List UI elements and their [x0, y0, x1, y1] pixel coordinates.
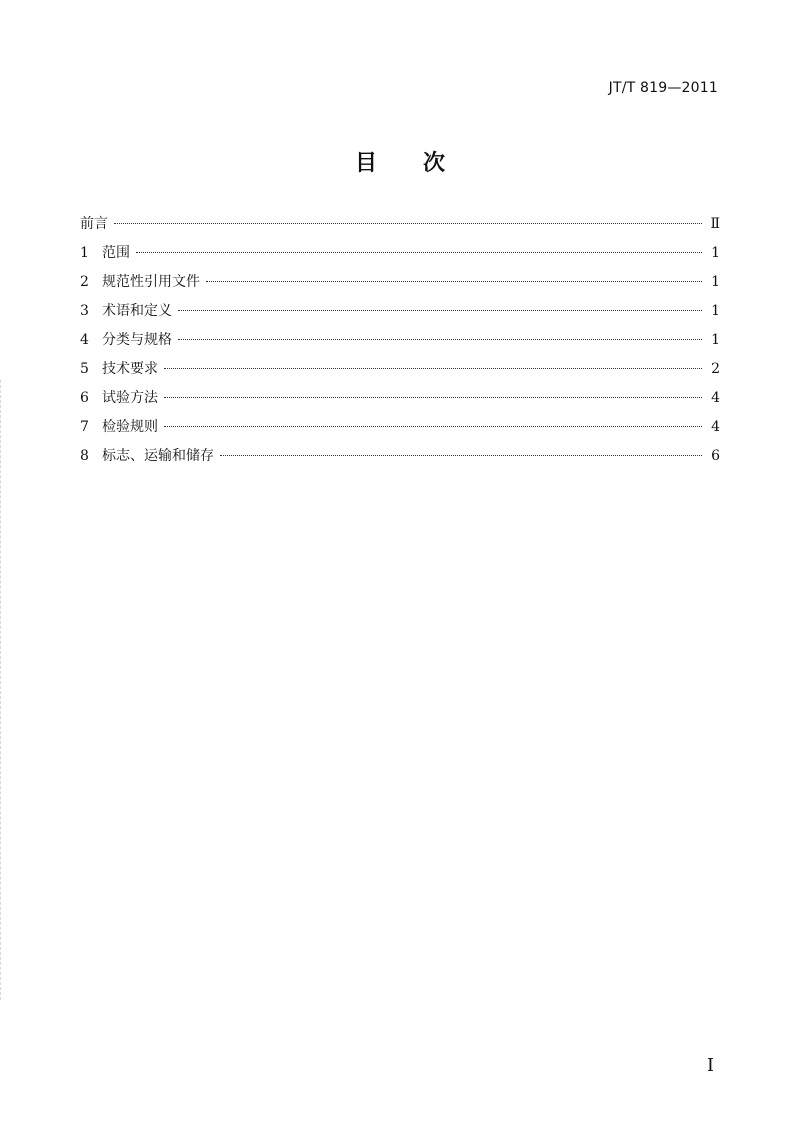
toc-entry-3[interactable]	[80, 297, 720, 326]
scan-edge-mark	[0, 380, 3, 1000]
page-number: I	[706, 1055, 714, 1076]
table-of-contents	[80, 210, 720, 471]
toc-entry-1[interactable]	[80, 239, 720, 268]
toc-entry-number: 7	[80, 419, 89, 435]
toc-entry-number: 8	[80, 448, 89, 464]
dot-leader	[164, 367, 702, 369]
toc-entry-page: 1	[711, 303, 720, 319]
dot-leader	[164, 425, 702, 427]
toc-entry-number: 4	[80, 332, 89, 348]
dot-leader	[220, 454, 702, 456]
toc-entry-label: 前言	[80, 216, 108, 232]
toc-entry-number: 1	[80, 245, 89, 261]
toc-entry-4[interactable]	[80, 326, 720, 355]
dot-leader	[114, 222, 702, 224]
toc-entry-label: 范围	[102, 245, 130, 261]
dot-leader	[136, 251, 702, 253]
toc-entry-page: 6	[711, 448, 720, 464]
toc-entry-7[interactable]	[80, 413, 720, 442]
toc-entry-label: 检验规则	[102, 419, 158, 435]
toc-entry-page: 4	[711, 419, 720, 435]
toc-entry-number: 6	[80, 390, 89, 406]
dot-leader	[206, 280, 702, 282]
dot-leader	[178, 309, 702, 311]
toc-entry-page: 2	[711, 361, 720, 377]
standard-code: JT/T 819—2011	[608, 80, 718, 96]
toc-entry-5[interactable]	[80, 355, 720, 384]
toc-entry-page: Ⅱ	[710, 216, 720, 232]
toc-entry-label: 术语和定义	[102, 303, 172, 319]
toc-entry-label: 标志、运输和储存	[102, 448, 214, 464]
toc-entry-page: 1	[711, 245, 720, 261]
toc-entry-label: 分类与规格	[102, 332, 172, 348]
toc-entry-page: 1	[711, 332, 720, 348]
toc-entry-label: 技术要求	[102, 361, 158, 377]
toc-entry-page: 1	[711, 274, 720, 290]
toc-entry-number: 2	[80, 274, 89, 290]
toc-entry-number: 5	[80, 361, 89, 377]
toc-entry-number: 3	[80, 303, 89, 319]
toc-entry-page: 4	[711, 390, 720, 406]
toc-entry-6[interactable]	[80, 384, 720, 413]
toc-entry-2[interactable]	[80, 268, 720, 297]
toc-entry-8[interactable]	[80, 442, 720, 471]
toc-entry-foreword[interactable]	[80, 210, 720, 239]
dot-leader	[164, 396, 702, 398]
toc-entry-label: 规范性引用文件	[102, 274, 200, 290]
toc-entry-label: 试验方法	[102, 390, 158, 406]
page-title: 目次	[354, 151, 491, 176]
dot-leader	[178, 338, 702, 340]
